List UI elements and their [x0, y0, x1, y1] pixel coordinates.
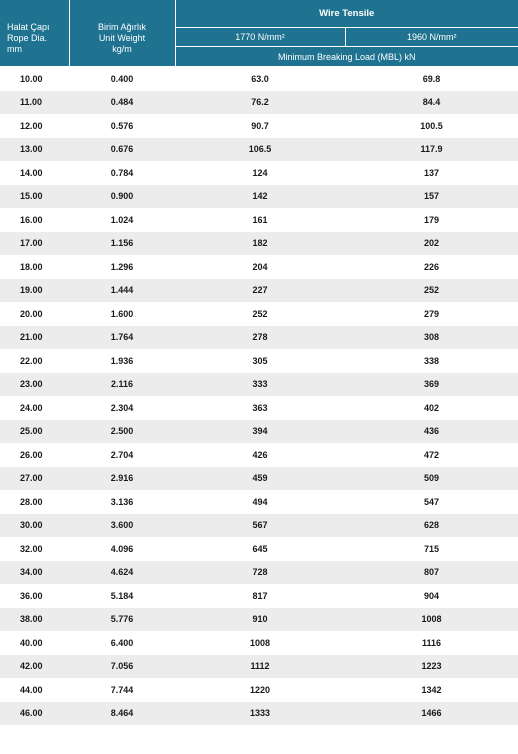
cell-mbl-1770: 76.2 [175, 91, 345, 115]
table-row [0, 302, 518, 326]
cell-mbl-1960: 1008 [345, 608, 518, 632]
cell-mbl-1770: 305 [175, 349, 345, 373]
cell-unit-weight: 2.500 [69, 420, 175, 444]
cell-mbl-1770: 426 [175, 443, 345, 467]
cell-unit-weight: 5.776 [69, 608, 175, 632]
table-row [0, 91, 518, 115]
cell-rope-diameter: 12.00 [0, 114, 69, 138]
table-row [0, 349, 518, 373]
cell-unit-weight: 1.296 [69, 255, 175, 279]
table-row [0, 561, 518, 585]
cell-rope-diameter: 23.00 [0, 373, 69, 397]
cell-mbl-1960: 117.9 [345, 138, 518, 162]
cell-mbl-1770: 494 [175, 490, 345, 514]
cell-mbl-1960: 157 [345, 185, 518, 209]
cell-unit-weight: 4.096 [69, 537, 175, 561]
cell-mbl-1770: 363 [175, 396, 345, 420]
table-row [0, 514, 518, 538]
cell-mbl-1960: 202 [345, 232, 518, 256]
cell-unit-weight: 4.624 [69, 561, 175, 585]
cell-mbl-1960: 904 [345, 584, 518, 608]
cell-mbl-1960: 402 [345, 396, 518, 420]
cell-unit-weight: 6.400 [69, 631, 175, 655]
cell-mbl-1770: 227 [175, 279, 345, 303]
cell-mbl-1960: 84.4 [345, 91, 518, 115]
cell-rope-diameter: 28.00 [0, 490, 69, 514]
header-rope-diameter [0, 0, 69, 67]
cell-unit-weight: 3.136 [69, 490, 175, 514]
cell-mbl-1770: 63.0 [175, 67, 345, 91]
table-row [0, 279, 518, 303]
cell-mbl-1770: 394 [175, 420, 345, 444]
table-row [0, 584, 518, 608]
cell-rope-diameter: 21.00 [0, 326, 69, 350]
cell-rope-diameter: 38.00 [0, 608, 69, 632]
table-header [0, 0, 518, 67]
cell-unit-weight: 7.744 [69, 678, 175, 702]
cell-mbl-1960: 509 [345, 467, 518, 491]
cell-mbl-1770: 817 [175, 584, 345, 608]
cell-mbl-1770: 106.5 [175, 138, 345, 162]
cell-rope-diameter: 14.00 [0, 161, 69, 185]
table-row [0, 208, 518, 232]
cell-rope-diameter: 15.00 [0, 185, 69, 209]
cell-rope-diameter: 40.00 [0, 631, 69, 655]
cell-rope-diameter: 42.00 [0, 655, 69, 679]
header-rope-line1: Halat Çapı [7, 22, 50, 32]
table-row [0, 537, 518, 561]
cell-mbl-1770: 90.7 [175, 114, 345, 138]
cell-mbl-1770: 1008 [175, 631, 345, 655]
table-row [0, 655, 518, 679]
cell-mbl-1770: 567 [175, 514, 345, 538]
cell-mbl-1960: 226 [345, 255, 518, 279]
cell-mbl-1770: 1220 [175, 678, 345, 702]
cell-unit-weight: 2.916 [69, 467, 175, 491]
cell-rope-diameter: 30.00 [0, 514, 69, 538]
cell-mbl-1770: 278 [175, 326, 345, 350]
cell-mbl-1770: 161 [175, 208, 345, 232]
cell-unit-weight: 1.156 [69, 232, 175, 256]
cell-mbl-1960: 279 [345, 302, 518, 326]
table-row [0, 255, 518, 279]
header-weight-line3: kg/m [112, 44, 132, 54]
cell-mbl-1770: 182 [175, 232, 345, 256]
table-row [0, 678, 518, 702]
cell-mbl-1960: 436 [345, 420, 518, 444]
cell-mbl-1770: 459 [175, 467, 345, 491]
cell-mbl-1960: 179 [345, 208, 518, 232]
table-row [0, 67, 518, 91]
cell-mbl-1770: 142 [175, 185, 345, 209]
table-row [0, 490, 518, 514]
table-row [0, 138, 518, 162]
table-row [0, 608, 518, 632]
cell-unit-weight: 0.576 [69, 114, 175, 138]
cell-mbl-1770: 124 [175, 161, 345, 185]
cell-mbl-1960: 715 [345, 537, 518, 561]
table-row [0, 326, 518, 350]
cell-unit-weight: 1.936 [69, 349, 175, 373]
table-row [0, 373, 518, 397]
cell-unit-weight: 0.484 [69, 91, 175, 115]
cell-unit-weight: 7.056 [69, 655, 175, 679]
cell-rope-diameter: 25.00 [0, 420, 69, 444]
header-grade-1960: 1960 N/mm² [345, 28, 518, 47]
cell-rope-diameter: 44.00 [0, 678, 69, 702]
cell-mbl-1960: 100.5 [345, 114, 518, 138]
header-rope-line2: Rope Dia. [7, 33, 48, 43]
cell-mbl-1770: 645 [175, 537, 345, 561]
cell-unit-weight: 0.400 [69, 67, 175, 91]
cell-unit-weight: 2.304 [69, 396, 175, 420]
cell-rope-diameter: 19.00 [0, 279, 69, 303]
cell-unit-weight: 1.444 [69, 279, 175, 303]
table-row [0, 396, 518, 420]
cell-rope-diameter: 26.00 [0, 443, 69, 467]
cell-unit-weight: 1.600 [69, 302, 175, 326]
table-row [0, 185, 518, 209]
cell-rope-diameter: 32.00 [0, 537, 69, 561]
cell-rope-diameter: 16.00 [0, 208, 69, 232]
table-row [0, 702, 518, 726]
cell-rope-diameter: 27.00 [0, 467, 69, 491]
cell-rope-diameter: 20.00 [0, 302, 69, 326]
header-mbl: Minimum Breaking Load (MBL) kN [175, 47, 518, 67]
table-row [0, 631, 518, 655]
table-row [0, 420, 518, 444]
cell-unit-weight: 2.704 [69, 443, 175, 467]
cell-mbl-1770: 333 [175, 373, 345, 397]
table-body [0, 67, 518, 726]
table-row [0, 232, 518, 256]
cell-mbl-1770: 1333 [175, 702, 345, 726]
table-row [0, 161, 518, 185]
cell-rope-diameter: 46.00 [0, 702, 69, 726]
cell-unit-weight: 8.464 [69, 702, 175, 726]
cell-mbl-1770: 1112 [175, 655, 345, 679]
cell-rope-diameter: 24.00 [0, 396, 69, 420]
cell-mbl-1960: 69.8 [345, 67, 518, 91]
cell-unit-weight: 1.024 [69, 208, 175, 232]
table-row [0, 443, 518, 467]
cell-mbl-1770: 204 [175, 255, 345, 279]
cell-mbl-1770: 252 [175, 302, 345, 326]
cell-mbl-1960: 1116 [345, 631, 518, 655]
cell-rope-diameter: 18.00 [0, 255, 69, 279]
cell-rope-diameter: 11.00 [0, 91, 69, 115]
cell-mbl-1960: 252 [345, 279, 518, 303]
cell-mbl-1960: 308 [345, 326, 518, 350]
cell-mbl-1960: 1466 [345, 702, 518, 726]
cell-rope-diameter: 34.00 [0, 561, 69, 585]
header-wire-tensile: Wire Tensile [175, 0, 518, 28]
header-weight-line2: Unit Weight [98, 33, 146, 43]
cell-rope-diameter: 36.00 [0, 584, 69, 608]
cell-unit-weight: 0.676 [69, 138, 175, 162]
cell-unit-weight: 0.900 [69, 185, 175, 209]
cell-unit-weight: 1.764 [69, 326, 175, 350]
cell-rope-diameter: 22.00 [0, 349, 69, 373]
header-rope-line3: mm [7, 44, 22, 54]
table-row [0, 467, 518, 491]
header-unit-weight [69, 0, 175, 67]
cell-unit-weight: 0.784 [69, 161, 175, 185]
cell-mbl-1960: 338 [345, 349, 518, 373]
cell-rope-diameter: 10.00 [0, 67, 69, 91]
cell-mbl-1960: 1342 [345, 678, 518, 702]
cell-mbl-1960: 1223 [345, 655, 518, 679]
cell-mbl-1770: 910 [175, 608, 345, 632]
header-weight-line1: Birim Ağırlık [97, 22, 146, 32]
cell-mbl-1960: 547 [345, 490, 518, 514]
cell-mbl-1960: 628 [345, 514, 518, 538]
cell-rope-diameter: 17.00 [0, 232, 69, 256]
cell-mbl-1960: 369 [345, 373, 518, 397]
header-grade-1770: 1770 N/mm² [175, 28, 345, 47]
cell-mbl-1770: 728 [175, 561, 345, 585]
cell-unit-weight: 3.600 [69, 514, 175, 538]
cell-unit-weight: 5.184 [69, 584, 175, 608]
table-row [0, 114, 518, 138]
cell-unit-weight: 2.116 [69, 373, 175, 397]
cell-mbl-1960: 807 [345, 561, 518, 585]
cell-mbl-1960: 472 [345, 443, 518, 467]
cell-mbl-1960: 137 [345, 161, 518, 185]
cell-rope-diameter: 13.00 [0, 138, 69, 162]
